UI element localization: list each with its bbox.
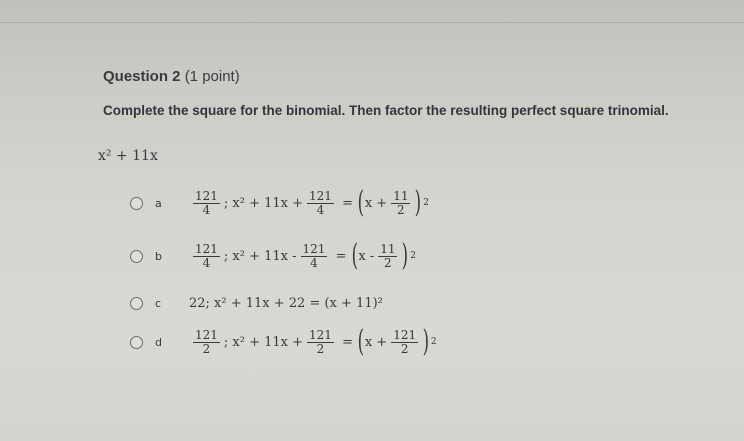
option-b[interactable] xyxy=(130,236,416,276)
option-a[interactable] xyxy=(130,183,429,223)
factor-fraction: $\frac{11}{2}$ xyxy=(380,241,396,270)
option-letter: d xyxy=(155,335,162,349)
top-divider xyxy=(0,22,744,23)
question-header xyxy=(103,68,240,85)
constant-fraction: $\frac{121}{2}$ xyxy=(195,327,218,356)
option-d-math: $\frac{121}{2}$ ; x² + 11x + $\frac{121}{2}$ = ( x + $\frac{121}{2}$ ) 2 xyxy=(195,324,437,359)
factor-pre: x + xyxy=(364,334,388,350)
trinomial-lead: x² + 11x + xyxy=(232,195,304,211)
radio-b[interactable] xyxy=(130,250,143,263)
factor-pre: x + xyxy=(364,195,388,211)
option-letter: b xyxy=(155,249,162,263)
trinomial-fraction: $\frac{121}{2}$ xyxy=(309,327,332,356)
option-d[interactable] xyxy=(130,322,437,362)
question-instruction: Complete the square for the binomial. Then factor the resulting perfect square trinomial. xyxy=(103,103,669,118)
question-points: (1 point) xyxy=(184,68,240,85)
trinomial-fraction: $\frac{121}{4}$ xyxy=(309,188,332,217)
option-letter: c xyxy=(155,296,162,310)
option-c-math: 22; x² + 11x + 22 = (x + 11)² xyxy=(189,295,383,311)
factor-pre: x - xyxy=(358,248,375,264)
option-c[interactable] xyxy=(130,283,383,323)
trinomial-fraction: $\frac{121}{4}$ xyxy=(302,241,326,270)
radio-a[interactable] xyxy=(130,197,143,210)
question-number: Question 2 xyxy=(103,68,181,85)
radio-c[interactable] xyxy=(130,297,143,310)
trinomial-lead: x² + 11x + xyxy=(232,334,304,350)
factor-fraction: $\frac{11}{2}$ xyxy=(393,188,409,217)
option-b-math: $\frac{121}{4}$ ; x² + 11x - $\frac{121}{4}$ = ( x - $\frac{11}{2}$ ) 2 xyxy=(195,238,416,273)
option-a-math: $\frac{121}{4}$ ; x² + 11x + $\frac{121}{4}$ = ( x + $\frac{11}{2}$ ) 2 xyxy=(195,185,429,220)
trinomial-lead: x² + 11x - xyxy=(232,248,297,264)
binomial-expression: x² + 11x xyxy=(98,148,158,164)
constant-fraction: $\frac{121}{4}$ xyxy=(195,241,218,270)
radio-d[interactable] xyxy=(130,336,143,349)
factor-fraction: $\frac{121}{2}$ xyxy=(393,327,417,356)
option-letter: a xyxy=(155,196,162,210)
constant-fraction: $\frac{121}{4}$ xyxy=(195,188,218,217)
